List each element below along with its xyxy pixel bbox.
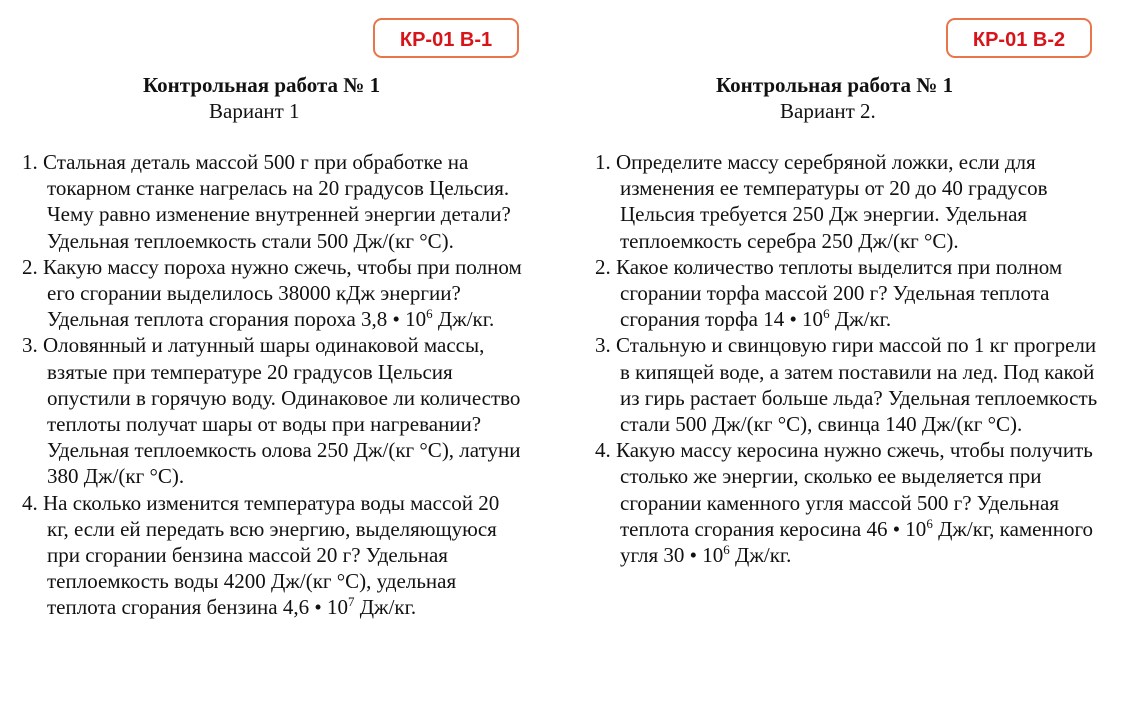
variant1-subtitle: Вариант 1 <box>209 99 300 123</box>
variant1-task-4 <box>22 490 522 621</box>
exponent: 6 <box>723 542 730 558</box>
exponent: 6 <box>823 306 830 322</box>
task-text: 4. На сколько изменится температура воды массой 20 кг, если ей передать всю энергию, выделяющуюся при сгорании бензина массой 20 г? Удельная теплоемкость воды 4200 Дж/(кг °С), удельная теплота сгорания бензина 4,6 • 10 <box>22 490 500 620</box>
task-text: Дж/кг. <box>354 595 417 620</box>
task-text: Дж/кг. <box>829 307 892 332</box>
variant2-subtitle: Вариант 2. <box>780 99 876 123</box>
task-text: 3. Стальную и свинцовую гири массой по 1 кг прогрели в кипящей воде, а затем поставили на лед. Под какой из гирь растает больше льда? Удельная теплоемкость стали 500 Дж/(кг °С), свинца 140 Дж/(кг °С). <box>595 333 1098 437</box>
variant2-task-4 <box>595 437 1105 568</box>
variant1-task-list <box>22 149 522 621</box>
variant1-badge: КР-01 В-1 <box>373 18 519 58</box>
task-text: Дж/кг, каменного угля 30 • 10 <box>620 516 1094 568</box>
variant2-title: Контрольная работа № 1 <box>716 73 954 97</box>
task-text: Дж/кг. <box>432 307 495 332</box>
variant2-task-list <box>595 149 1105 568</box>
variant1-task-2 <box>22 254 522 333</box>
task-text: 2. Какую массу пороха нужно сжечь, чтобы при полном его сгорании выделилось 38000 кДж энергии? Удельная теплота сгорания пороха 3,8 • 10 <box>22 254 522 332</box>
exponent: 6 <box>926 515 933 531</box>
variant2-task-2 <box>595 254 1105 333</box>
variant2-badge: КР-01 В-2 <box>946 18 1092 58</box>
task-text: 1. Стальная деталь массой 500 г при обработке на токарном станке нагрелась на 20 градусов Цельсия. Чему равно изменение внутренней энергии детали? Удельная теплоемкость стали 500 Дж/(кг °С). <box>22 150 511 253</box>
task-text: 3. Оловянный и латунный шары одинаковой массы, взятые при температуре 20 градусов Цельсия опустили в горячую воду. Одинаковое ли количество теплоты получат шары от воды при нагревании? Удельная теплоемкость олова 250 Дж/(кг °С), латуни 380 Дж/(кг °С). <box>22 333 521 489</box>
task-text: 4. Какую массу керосина нужно сжечь, чтобы получить столько же энергии, сколько ее выделяется при сгорании каменного угля массой 500 г? Удельная теплота сгорания керосина 46 • 10 <box>595 438 1093 541</box>
task-text: Дж/кг. <box>729 543 792 568</box>
variant2-task-3 <box>595 332 1105 437</box>
task-text: 2. Какое количество теплоты выделится при полном сгорании торфа массой 200 г? Удельная теплота сгорания торфа 14 • 10 <box>595 254 1063 332</box>
task-text: 1. Определите массу серебряной ложки, если для изменения ее температуры от 20 до 40 градусов Цельсия требуется 250 Дж энергии. Удельная теплоемкость серебра 250 Дж/(кг °С). <box>595 150 1048 253</box>
exponent: 6 <box>426 306 433 322</box>
variant1-task-3 <box>22 332 522 489</box>
variant2-task-1 <box>595 149 1105 254</box>
variant1-task-1 <box>22 149 522 254</box>
exponent: 7 <box>347 594 355 610</box>
variant1-title: Контрольная работа № 1 <box>143 73 381 97</box>
